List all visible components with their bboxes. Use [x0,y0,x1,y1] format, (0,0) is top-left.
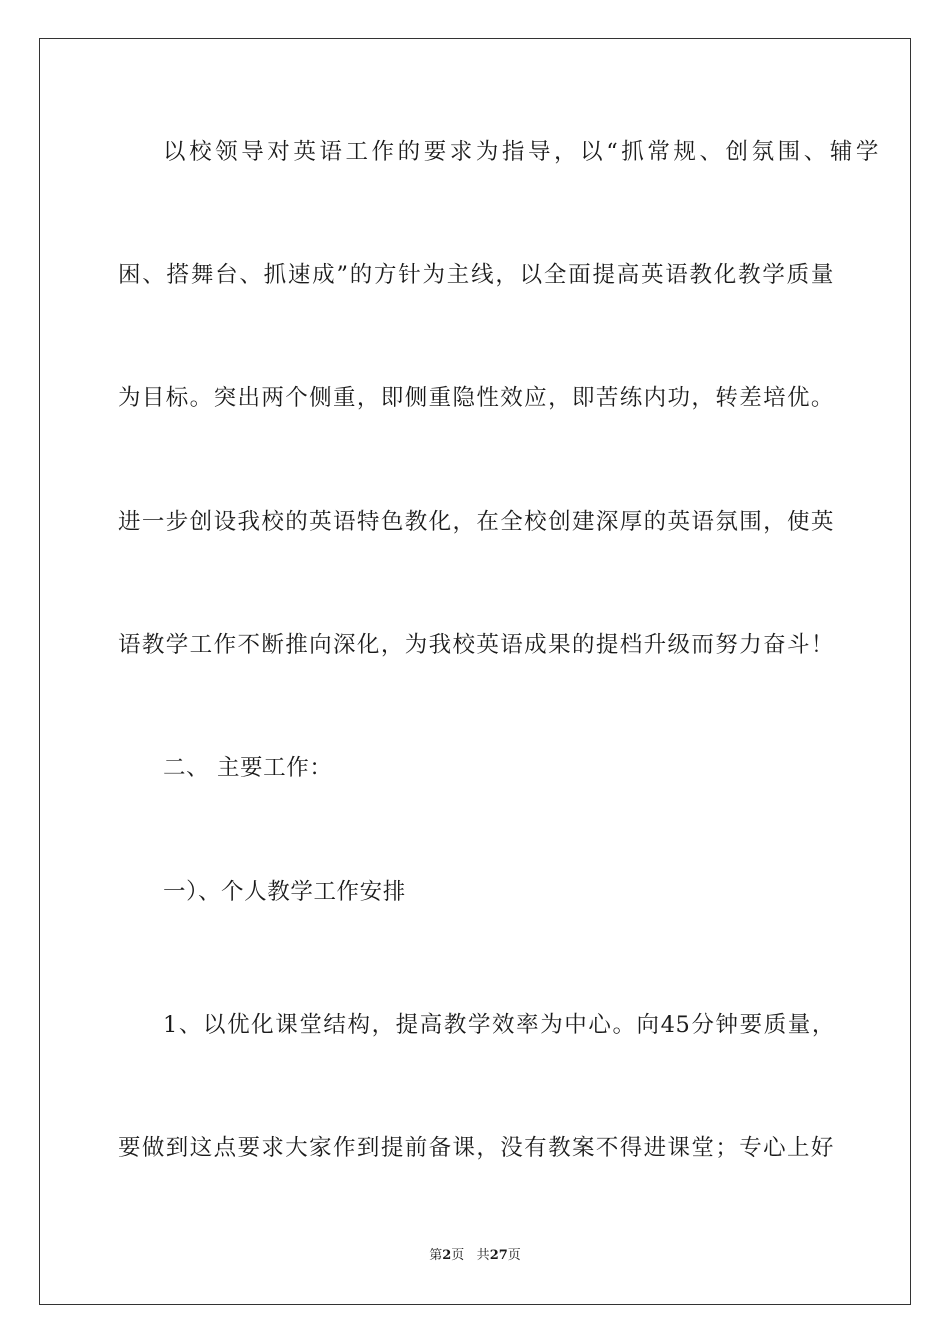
footer-total-prefix: 共 [476,1248,490,1263]
paragraph-line-8: 1、以优化课堂结构，提高教学效率为中心。向45分钟要质量， [163,1012,835,1038]
footer-page-number: 2 [442,1248,452,1263]
footer-page-suffix: 页 [451,1248,465,1263]
footer-total-suffix: 页 [507,1248,521,1263]
page-footer [0,1246,950,1266]
paragraph-line-5: 语教学工作不断推向深化，为我校英语成果的提档升级而努力奋斗！ [118,632,834,658]
footer-total-pages: 27 [489,1248,508,1263]
paragraph-line-1: 以校领导对英语工作的要求为指导，以“抓常规、创氛围、辅学 [163,139,879,165]
paragraph-line-4: 进一步创设我校的英语特色教化，在全校创建深厚的英语氛围，使英 [118,509,834,535]
paragraph-line-2: 困、搭舞台、抓速成”的方针为主线，以全面提高英语教化教学质量 [118,262,834,288]
page-border [39,38,911,1305]
subsection-heading-personal-teaching: 一）、个人教学工作安排 [163,879,406,905]
paragraph-line-3: 为目标。突出两个侧重，即侧重隐性效应，即苦练内功，转差培优。 [118,385,834,411]
paragraph-line-9: 要做到这点要求大家作到提前备课，没有教案不得进课堂；专心上好 [118,1135,834,1161]
footer-page-prefix: 第 [429,1248,443,1263]
section-heading-main-work: 二、 主要工作： [163,755,333,781]
